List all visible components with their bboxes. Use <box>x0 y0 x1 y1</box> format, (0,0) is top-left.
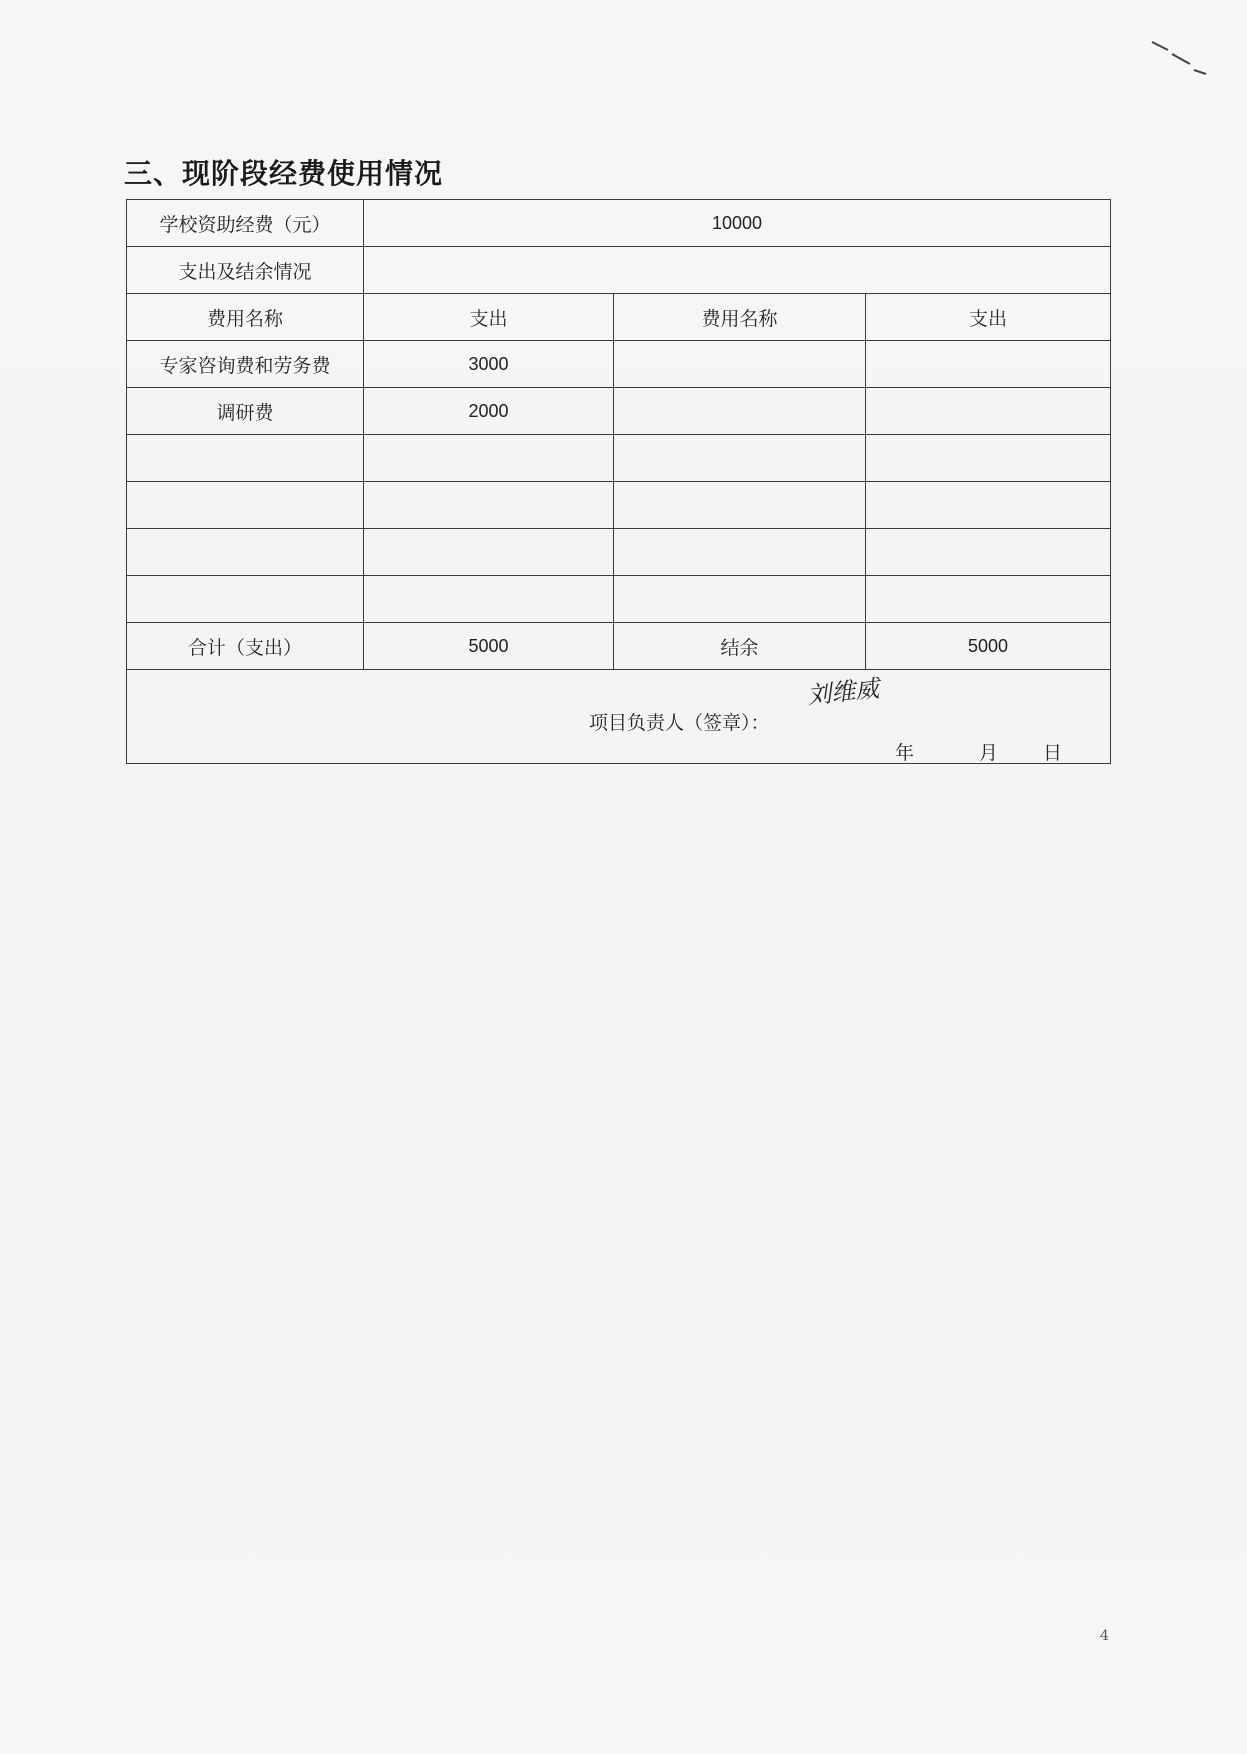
expense-name <box>614 435 866 482</box>
year-label: 年 <box>895 742 915 764</box>
status-value <box>364 247 1111 294</box>
expense-name <box>614 341 866 388</box>
expense-amount <box>866 576 1111 623</box>
handwritten-signature: 刘维威 <box>805 674 881 710</box>
expense-amount <box>866 482 1111 529</box>
expense-name <box>614 482 866 529</box>
signature-label: 项目负责人（签章）： <box>589 712 770 734</box>
table-row <box>127 435 1111 482</box>
table-row <box>127 388 1111 435</box>
expense-name <box>127 529 364 576</box>
expense-amount <box>866 435 1111 482</box>
header-name-1: 费用名称 <box>127 294 364 341</box>
table-row <box>127 529 1111 576</box>
header-row <box>127 294 1111 341</box>
expense-amount <box>866 529 1111 576</box>
expense-name <box>614 388 866 435</box>
table-row <box>127 482 1111 529</box>
expense-name <box>614 576 866 623</box>
total-value: 5000 <box>364 623 614 670</box>
expense-name: 调研费 <box>127 388 364 435</box>
header-name-2: 费用名称 <box>614 294 866 341</box>
expense-name <box>614 529 866 576</box>
expense-amount <box>364 435 614 482</box>
header-amount-2: 支出 <box>866 294 1111 341</box>
section-title: 三、现阶段经费使用情况 <box>124 157 444 190</box>
funding-usage-table <box>126 199 1111 764</box>
scan-artifact-mark <box>1150 40 1210 80</box>
expense-amount <box>364 529 614 576</box>
status-label: 支出及结余情况 <box>127 247 364 294</box>
funding-row <box>127 200 1111 247</box>
expense-name: 专家咨询费和劳务费 <box>127 341 364 388</box>
funding-value: 10000 <box>364 200 1111 247</box>
balance-label: 结余 <box>614 623 866 670</box>
funding-label: 学校资助经费（元） <box>127 200 364 247</box>
table-row <box>127 576 1111 623</box>
total-row <box>127 623 1111 670</box>
expense-name <box>127 576 364 623</box>
total-label: 合计（支出） <box>127 623 364 670</box>
signature-cell <box>127 670 1111 764</box>
expense-amount <box>364 482 614 529</box>
page-number: 4 <box>1100 1628 1109 1644</box>
expense-amount <box>866 388 1111 435</box>
signature-row <box>127 670 1111 764</box>
month-label: 月 <box>979 742 999 764</box>
expense-amount: 3000 <box>364 341 614 388</box>
expense-name <box>127 482 364 529</box>
expense-amount: 2000 <box>364 388 614 435</box>
status-row <box>127 247 1111 294</box>
table-row <box>127 341 1111 388</box>
balance-value: 5000 <box>866 623 1111 670</box>
expense-name <box>127 435 364 482</box>
expense-amount <box>364 576 614 623</box>
day-label: 日 <box>1043 742 1063 764</box>
header-amount-1: 支出 <box>364 294 614 341</box>
expense-amount <box>866 341 1111 388</box>
